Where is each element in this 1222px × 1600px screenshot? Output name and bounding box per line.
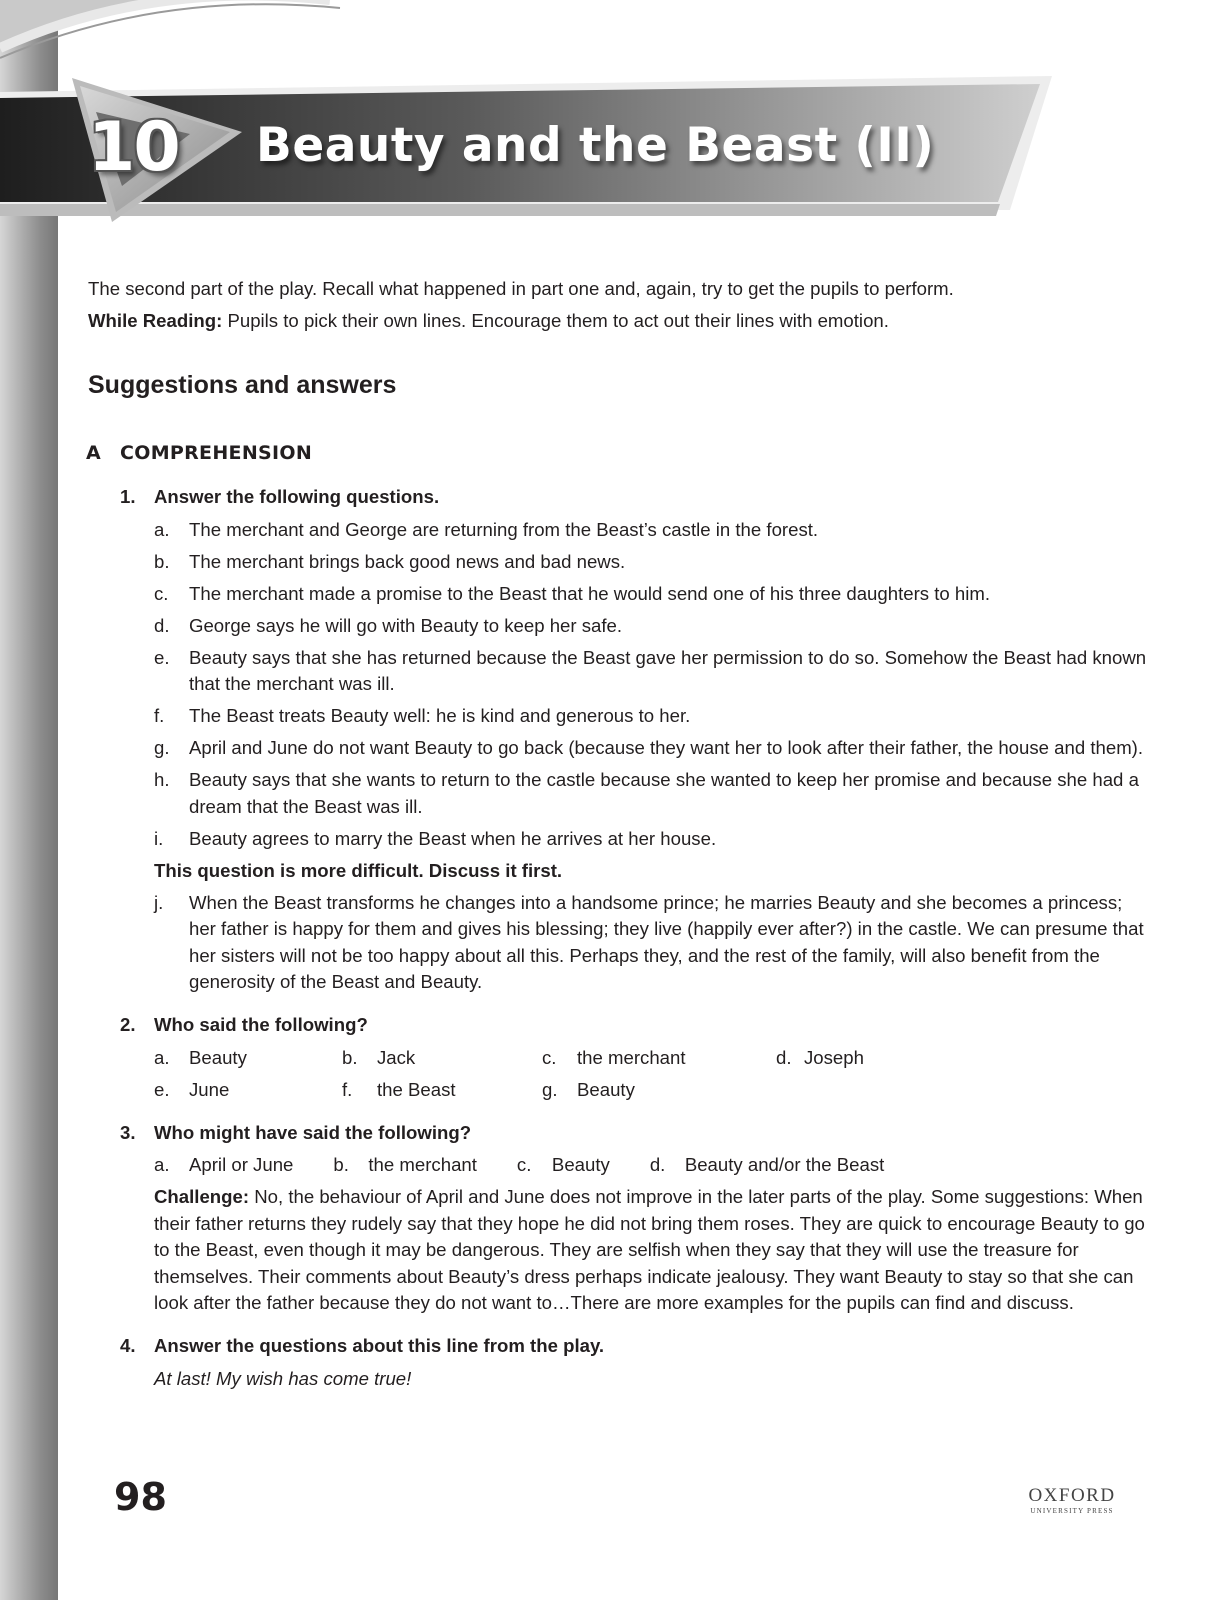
question-title: Answer the following questions. xyxy=(154,486,440,507)
main-content xyxy=(88,276,1148,1392)
item-text: Beauty xyxy=(189,1046,247,1068)
item-label: c. xyxy=(154,582,169,604)
item-text: Beauty xyxy=(551,1154,610,1175)
answer-cell xyxy=(154,1045,342,1072)
question-title: Who said the following? xyxy=(154,1014,368,1035)
challenge-text: No, the behaviour of April and June does not improve in the later parts of the play. Some suggestions: When their father returns they rudely say that they hope he did not bring them roses. They are quick to encourage Beauty to go to the Beast, even though it may be dangerous. They are selfish when they say that they will use the treasure for themselves. Their comments about Beauty’s dress perhaps indicate jealousy. They want Beauty to stay so that she can look after the father because they do not want to…There are more examples for the pupils can find and discuss. xyxy=(154,1186,1145,1313)
item-label: e. xyxy=(154,646,170,668)
question-number: 4. xyxy=(120,1335,136,1356)
while-reading-line xyxy=(88,308,1148,335)
answer-cell xyxy=(333,1152,477,1179)
answer-cell xyxy=(154,1077,342,1104)
item-label: b. xyxy=(154,550,170,572)
item-label: e. xyxy=(154,1078,170,1100)
item-label: g. xyxy=(154,737,170,758)
item-text: the Beast xyxy=(377,1078,456,1100)
item-label: g. xyxy=(542,1078,558,1100)
suggestions-heading: Suggestions and answers xyxy=(88,371,397,399)
page-number: 98 xyxy=(114,1475,167,1519)
item-text: George says he will go with Beauty to keep her safe. xyxy=(189,614,623,636)
intro-line: The second part of the play. Recall what happened in part one and, again, try to get the pupils to perform. xyxy=(88,278,954,299)
item-text: The merchant and George are returning from the Beast’s castle in the forest. xyxy=(189,518,819,540)
section-heading xyxy=(86,440,1148,466)
answer-cell xyxy=(542,1045,776,1072)
challenge-paragraph xyxy=(154,1184,1148,1317)
publisher-logo xyxy=(1022,1486,1122,1516)
while-reading-text: Pupils to pick their own lines. Encourage them to act out their lines with emotion. xyxy=(222,309,889,331)
answer-item xyxy=(154,767,1148,820)
item-label: f. xyxy=(342,1078,353,1100)
question-title: Who might have said the following? xyxy=(154,1121,472,1143)
item-label: a. xyxy=(154,1154,170,1175)
item-label: c. xyxy=(516,1154,532,1175)
item-label: c. xyxy=(542,1046,557,1068)
question-number: 2. xyxy=(120,1014,136,1035)
question-2 xyxy=(88,1012,1148,1109)
item-text: April or June xyxy=(189,1154,294,1175)
item-text: the merchant xyxy=(577,1046,686,1068)
item-text: the merchant xyxy=(368,1154,477,1175)
answer-item xyxy=(154,517,1148,544)
answer-item xyxy=(154,890,1148,996)
item-text: The Beast treats Beauty well: he is kind and generous to her. xyxy=(189,705,691,726)
question-3 xyxy=(88,1120,1148,1323)
answer-cell xyxy=(776,1045,976,1072)
answer-row xyxy=(154,1077,1148,1104)
publisher-name: OXFORD xyxy=(1028,1485,1116,1506)
item-text: Beauty agrees to marry the Beast when he arrives at her house. xyxy=(189,827,717,849)
answer-row xyxy=(154,1152,1148,1179)
item-label: b. xyxy=(342,1046,358,1068)
item-text: Jack xyxy=(377,1046,416,1068)
answer-item xyxy=(154,703,1148,730)
question-1 xyxy=(88,484,1148,1001)
answer-cell xyxy=(542,1077,776,1104)
challenge-label: Challenge: xyxy=(154,1186,250,1207)
page-edge-strip xyxy=(0,0,58,1600)
difficulty-note: This question is more difficult. Discuss it first. xyxy=(154,859,563,881)
item-text: Joseph xyxy=(804,1046,864,1068)
answer-item xyxy=(154,581,1148,608)
section-title: COMPREHENSION xyxy=(120,442,313,464)
item-text: Beauty says that she has returned because the Beast gave her permission to do so. Somehow the Beast had known that the merchant was ill. xyxy=(189,646,1147,694)
item-label: f. xyxy=(154,705,165,726)
section-letter: A xyxy=(86,442,102,464)
item-text: The merchant brings back good news and bad news. xyxy=(189,550,626,572)
play-quote: At last! My wish has come true! xyxy=(154,1367,412,1389)
while-reading-label: While Reading: xyxy=(88,309,223,331)
answer-item xyxy=(154,613,1148,640)
answer-cell xyxy=(517,1152,610,1179)
item-text: Beauty and/or the Beast xyxy=(684,1154,885,1175)
item-label: i. xyxy=(154,827,164,849)
answer-row xyxy=(154,1045,1148,1072)
item-label: d. xyxy=(776,1046,792,1068)
question-title: Answer the questions about this line from the play. xyxy=(154,1335,605,1356)
item-text: Beauty xyxy=(577,1078,635,1100)
answer-item xyxy=(154,826,1148,853)
chapter-title: Beauty and the Beast (II) xyxy=(256,118,935,173)
item-label: j. xyxy=(154,891,164,913)
publisher-subtitle: UNIVERSITY PRESS xyxy=(1030,1507,1114,1515)
question-number: 1. xyxy=(120,486,136,507)
item-label: h. xyxy=(154,769,170,790)
answer-item xyxy=(154,645,1148,698)
item-text: Beauty says that she wants to return to the castle because she wanted to keep her promise and because she had a dream that the Beast was ill. xyxy=(189,769,1139,817)
answer-cell xyxy=(650,1152,885,1179)
answer-cell xyxy=(342,1077,542,1104)
item-label: b. xyxy=(333,1154,349,1175)
question-number: 3. xyxy=(120,1121,136,1143)
item-label: d. xyxy=(649,1154,666,1175)
item-label: d. xyxy=(154,614,170,636)
question-4 xyxy=(88,1333,1148,1392)
item-text: The merchant made a promise to the Beast that he would send one of his three daughters to him. xyxy=(189,582,991,604)
answer-item xyxy=(154,549,1148,576)
chapter-number: 10 xyxy=(88,108,179,187)
item-text: June xyxy=(189,1078,230,1100)
item-label: a. xyxy=(154,1046,170,1068)
answer-item xyxy=(154,735,1148,762)
item-text: When the Beast transforms he changes into a handsome prince; he marries Beauty and she becomes a princess; her father is happy for them and gives his blessing; they live (happily ever after?) in the castle. We can presume that her sisters will not be too happy about all this. Perhaps they, and the rest of the family, will also benefit from the generosity of the Beast and Beauty. xyxy=(189,891,1144,992)
answer-cell xyxy=(342,1045,542,1072)
item-text: April and June do not want Beauty to go back (because they want her to look after their father, the house and them). xyxy=(189,737,1144,758)
answer-cell xyxy=(154,1152,293,1179)
item-label: a. xyxy=(154,518,170,540)
